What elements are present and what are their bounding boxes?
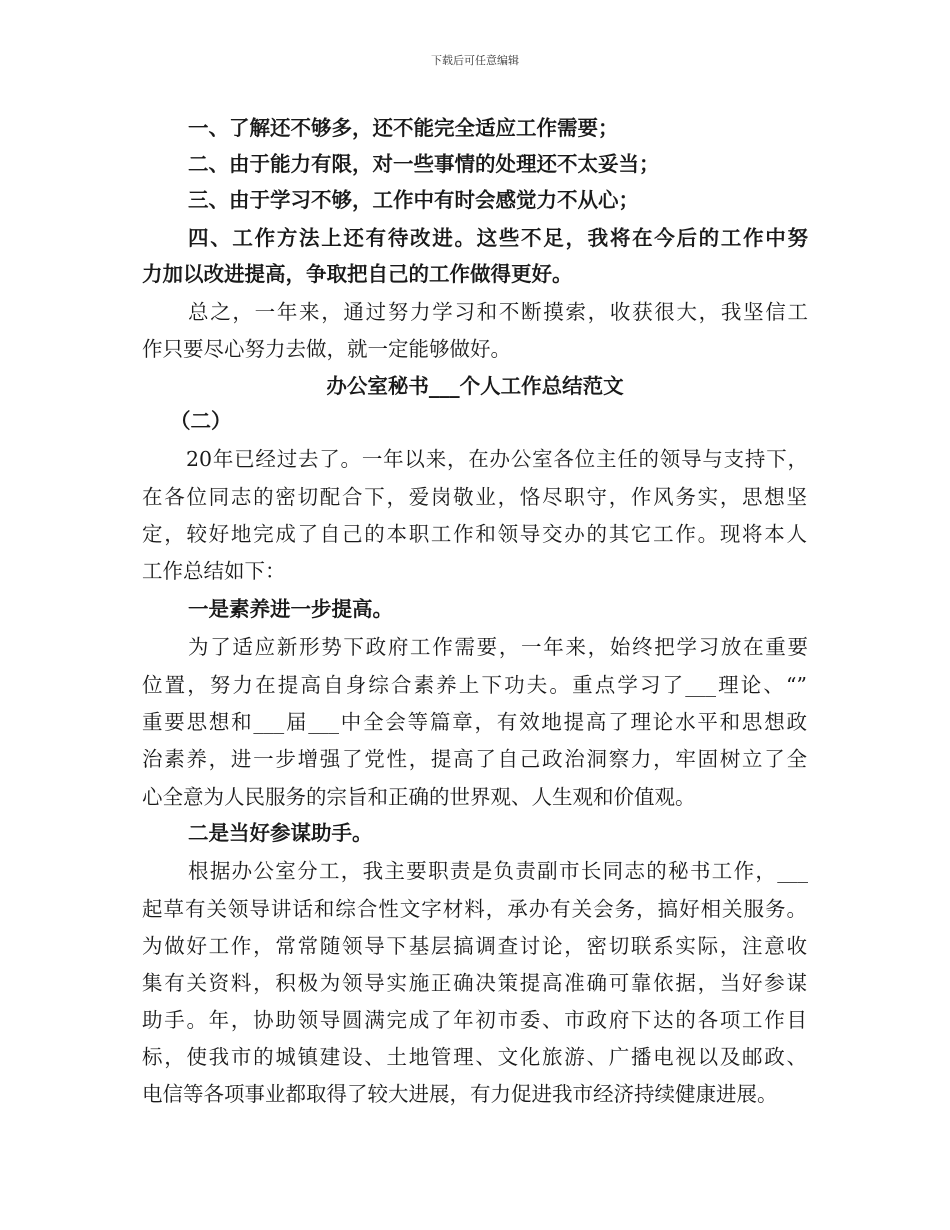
point-one-heading: 一是素养进一步提高。 — [188, 597, 393, 621]
intro-paragraph: 20年已经过去了。一年以来，在办公室各位主任的领导与支持下， — [186, 447, 808, 471]
point-one-paragraph-line: 心全意为人民服务的宗旨和正确的世界观、人生观和价值观。 — [142, 785, 696, 809]
point-one-paragraph-line: 重要思想和___届___中全会等篇章，有效地提高了理论水平和思想政 — [142, 710, 807, 734]
point-two-paragraph-line: 助手。年，协助领导圆满完成了年初市委、市政府下达的各项工作目 — [142, 1008, 807, 1032]
deficiency-item-4-cont: 力加以改进提高，争取把自己的工作做得更好。 — [142, 262, 573, 286]
section-subtitle: （二） — [170, 409, 232, 433]
intro-paragraph-line: 工作总结如下： — [142, 559, 286, 583]
point-two-paragraph-line: 集有关资料，积极为领导实施正确决策提高准确可靠依据，当好参谋 — [142, 971, 807, 995]
deficiency-item-1: 一、了解还不够多，还不能完全适应工作需要； — [188, 116, 619, 140]
point-two-paragraph-line: 为做好工作，常常随领导下基层搞调查讨论，密切联系实际，注意收 — [142, 934, 807, 958]
point-two-paragraph-line: 电信等各项事业都取得了较大进展，有力促进我市经济持续健康进展。 — [142, 1082, 778, 1106]
point-one-paragraph: 为了适应新形势下政府工作需要，一年来，始终把学习放在重要 — [188, 635, 808, 659]
conclusion-paragraph: 总之，一年来，通过努力学习和不断摸索，收获很大，我坚信工 — [188, 300, 808, 324]
section-title: 办公室秘书___个人工作总结范文 — [326, 374, 624, 398]
point-one-paragraph-line: 位置，努力在提高自身综合素养上下功夫。重点学习了___理论、“” — [142, 673, 807, 697]
deficiency-item-4: 四、工作方法上还有待改进。这些不足，我将在今后的工作中努 — [188, 226, 808, 250]
intro-paragraph-line: 在各位同志的密切配合下，爱岗敬业，恪尽职守，作风务实，思想坚 — [142, 485, 807, 509]
deficiency-item-3: 三、由于学习不够，工作中有时会感觉力不从心； — [188, 188, 639, 212]
intro-paragraph-line: 定，较好地完成了自己的本职工作和领导交办的其它工作。现将本人 — [142, 522, 807, 546]
point-two-paragraph-line: 标，使我市的城镇建设、土地管理、文化旅游、广播电视以及邮政、 — [142, 1045, 807, 1069]
page-header: 下载后可任意编辑 — [431, 54, 519, 67]
point-two-paragraph-line: 起草有关领导讲话和综合性文字材料，承办有关会务，搞好相关服务。 — [142, 897, 807, 921]
point-one-paragraph-line: 治素养，进一步增强了党性，提高了自己政治洞察力，牢固树立了全 — [142, 747, 807, 771]
deficiency-item-2: 二、由于能力有限，对一些事情的处理还不太妥当； — [188, 152, 660, 176]
point-two-heading: 二是当好参谋助手。 — [188, 821, 373, 845]
conclusion-paragraph-cont: 作只要尽心努力去做，就一定能够做好。 — [142, 337, 511, 361]
point-two-paragraph: 根据办公室分工，我主要职责是负责副市长同志的秘书工作，___ — [188, 859, 808, 883]
